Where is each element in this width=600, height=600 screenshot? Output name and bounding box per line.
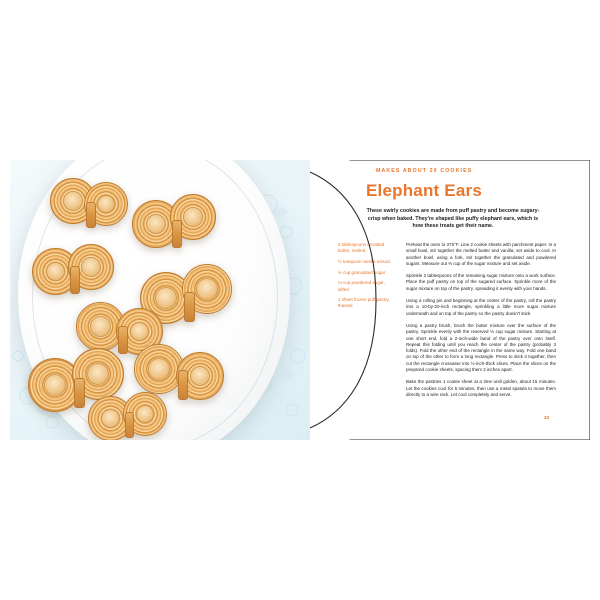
recipe-yield-kicker: MAKES ABOUT 20 COOKIES xyxy=(376,168,473,174)
method-step: Preheat the oven to 375°F. Line 2 cookie sheets with parchment paper. In a small bowl, stir together the melted butter and vanilla; set aside to cool. In another bowl, using a fork, stir together the granulated and powdered sugars. Measure out ⅓ cup of the sugar mixture and set aside. xyxy=(406,242,556,266)
method-step: Sprinkle 2 tablespoons of the remaining sugar mixture onto a work surface. Place the puff pastry on top of the sugared surface. Sprinkle more of the sugar mixture on top of the pastry, spreading it evenly with your hands. xyxy=(406,273,556,291)
cookie-center xyxy=(125,412,134,438)
cookie-center xyxy=(70,266,80,294)
cookie-8 xyxy=(88,392,168,440)
list-item: ½ teaspoon vanilla extract xyxy=(338,258,391,264)
page-number: 33 xyxy=(544,415,550,420)
cookie-center xyxy=(172,220,182,248)
cookie-2 xyxy=(132,194,218,254)
cookie-center xyxy=(74,378,85,408)
list-item: ⅓ cup granulated sugar xyxy=(338,269,386,275)
cookie-1 xyxy=(50,178,130,236)
method-step: Using a pastry brush, brush the butter mixture over the surface of the pastry. Sprinkle evenly with the reserved ⅓ cup sugar mixture. Starting at one short end, fold a 2-inch-wide band of the pastry over onto itself. Repeat this folding until you reach the center of the pastry (probably 3 folds). Fold the other end of the rectangle in the same way. Fold one band on top of the other to form a long rectangle. Press to stick it together, then cut the rectangle crosswise into ½-inch-thick slices. Place the slices on the prepared cookie sheets, spacing them 2 inches apart. xyxy=(406,322,556,373)
ingredient-list xyxy=(338,242,394,314)
method-step: Using a rolling pin and beginning at the center of the pastry, roll the pastry into a 10-by-20-inch rectangle, sprinkling a little more sugar mixture underneath and on top of the pastry so the pastry doesn't stick. xyxy=(406,298,556,316)
method-steps xyxy=(406,242,556,404)
list-item: ⅓ cup powdered sugar, sifted xyxy=(338,280,385,292)
left-page-photo xyxy=(10,160,310,440)
page-title: Elephant Ears xyxy=(366,181,482,200)
method-step: Bake the pastries 1 cookie sheet at a time until golden, about 15 minutes. Let the cookies cool for 5 minutes, then use a metal spatula to move them directly to a wire rack. Let cool completely and serve. xyxy=(406,379,556,397)
list-item: 1 sheet frozen puff pastry, thawed xyxy=(338,297,390,309)
right-page-recipe xyxy=(310,160,590,440)
cookie-center xyxy=(178,370,188,400)
cookie-3 xyxy=(32,244,116,304)
cookie-center xyxy=(86,202,96,228)
recipe-headnote: These swirly cookies are made from puff pastry and become sugary-crisp when baked. They're shaped like puffy elephant ears, which is how these treats get their name. xyxy=(366,208,540,230)
list-item: 3 tablespoons unsalted butter, melted xyxy=(338,242,385,254)
cookie-center xyxy=(184,292,195,322)
